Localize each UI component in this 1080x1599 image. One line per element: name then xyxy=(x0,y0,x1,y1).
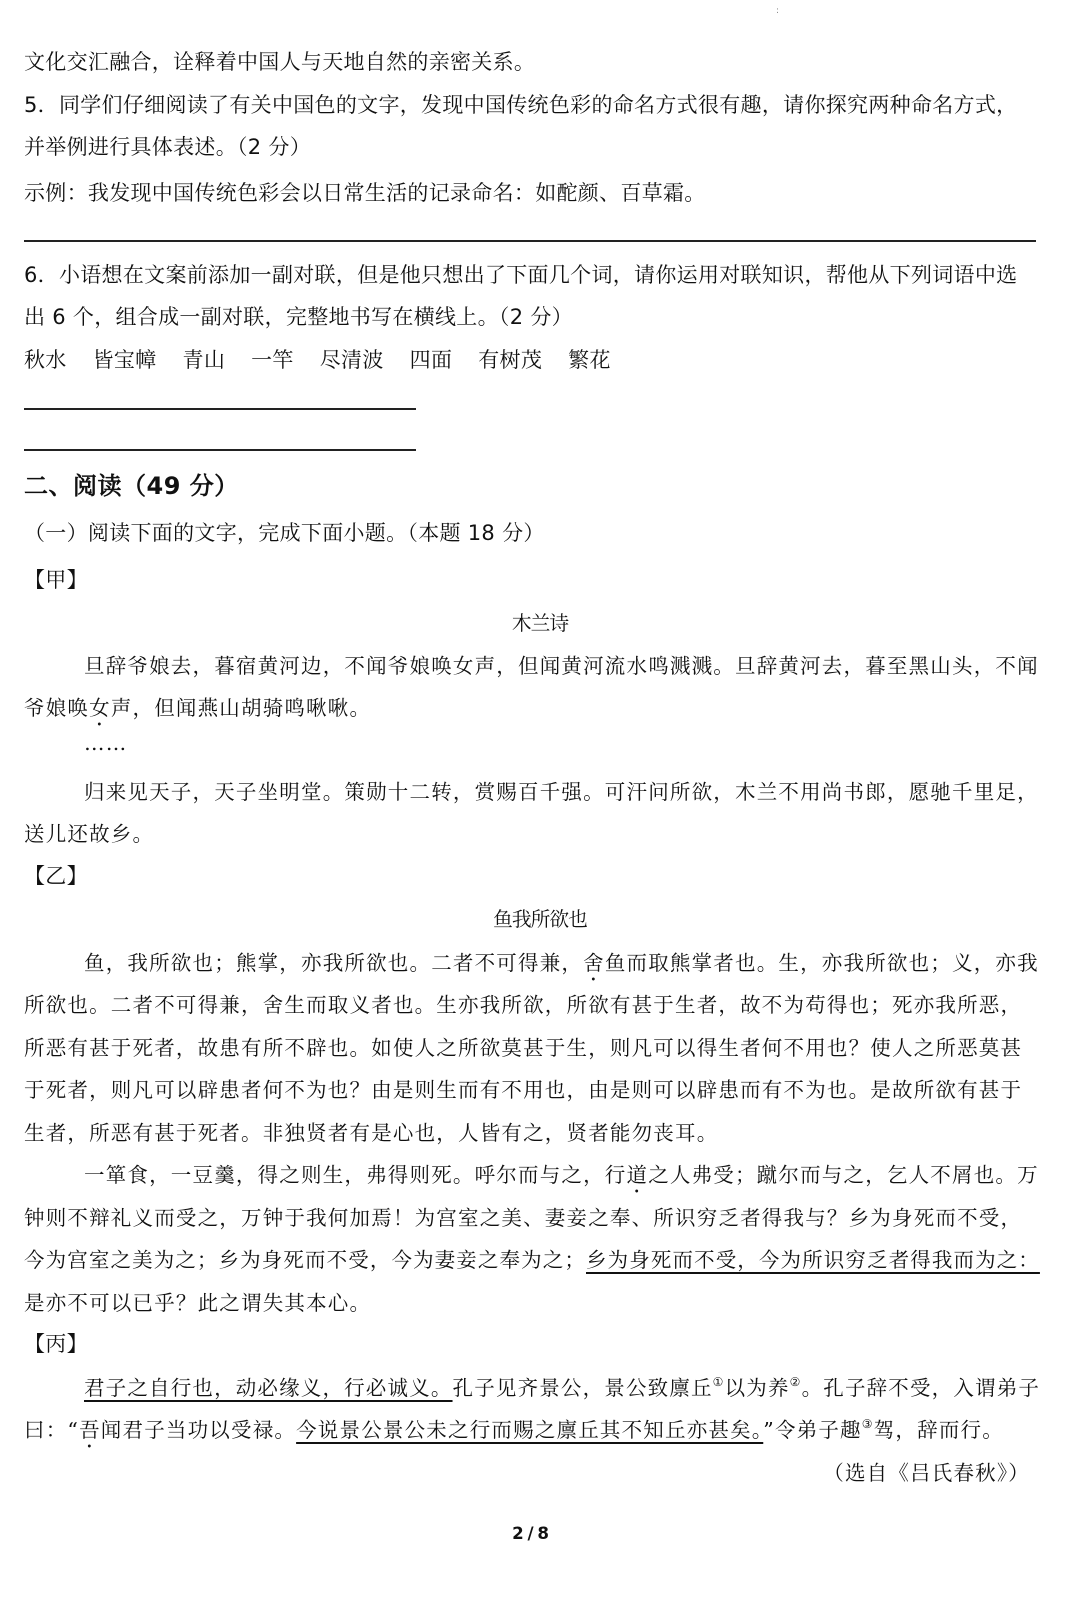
yi-line: 所恶有甚于死者，故患有所不辟也。如使人之所欲莫甚于生，则凡可以得生者何不用也？使人之所恶莫甚 xyxy=(24,1036,1023,1060)
yi-line: 于死者，则凡可以辟患者何不为也？由是则生而有不用也，由是则可以辟患而有不为也。是故所欲有甚于 xyxy=(24,1078,1023,1102)
footnote-marker: ① xyxy=(712,1375,725,1389)
jia-line: 归来见天子，天子坐明堂。策勋十二转，赏赐百千强。可汗问所欲，木兰不用尚书郎，愿驰千里足， xyxy=(84,780,1039,804)
jia-line: 旦辞爷娘去，暮宿黄河边，不闻爷娘唤女声，但闻黄河流水鸣溅溅。旦辞黄河去，暮至黑山头，不闻 xyxy=(84,654,1039,678)
footnote-marker: ③ xyxy=(861,1417,874,1431)
word-option: 青山 xyxy=(182,348,226,372)
question-5-line-2: 并举例进行具体表述。（2 分） xyxy=(24,135,312,159)
passage-yi-label: 【乙】 xyxy=(24,864,88,888)
couplet-answer-line-1[interactable] xyxy=(24,408,416,410)
yi-line: 钟则不辩礼义而受之，万钟于我何加焉！为宫室之美、妻妾之奉、所识穷乏者得我与？乡为身死而不受， xyxy=(24,1206,1023,1230)
yi-line: 是亦不可以已乎？此之谓失其本心。 xyxy=(24,1291,372,1315)
word-option: 有树茂 xyxy=(478,348,543,372)
bing-line: 君子之自行也，动必缘义，行必诚义。孔子见齐景公，景公致廪丘①以为养②。孔子辞不受，入谓弟子 xyxy=(84,1375,1041,1400)
question-5-example: 示例：我发现中国传统色彩会以日常生活的记录命名：如酡颜、百草霜。 xyxy=(24,181,706,205)
question-6-line-2: 出 6 个，组合成一副对联，完整地书写在横线上。（2 分） xyxy=(24,305,573,329)
word-bank xyxy=(24,344,637,374)
word-option: 尽清波 xyxy=(319,348,384,372)
footnote-marker: ② xyxy=(789,1375,802,1389)
page-number: 2 / 8 xyxy=(512,1524,548,1543)
yi-line: 生者，所恶有甚于死者。非独贤者有是心也，人皆有之，贤者能勿丧耳。 xyxy=(24,1121,719,1145)
passage-jia-label: 【甲】 xyxy=(24,568,88,592)
underlined-sentence: 今说景公景公未之行而赐之廪丘其不知丘亦甚矣。 xyxy=(296,1418,764,1442)
bing-line: 曰：“吾闻君子当功以受禄。今说景公景公未之行而赐之廪丘其不知丘亦甚矣。”令弟子趣③驾，辞而行。 xyxy=(24,1417,1004,1442)
underlined-sentence: 乡为身死而不受，今为所识穷乏者得我而为之： xyxy=(586,1248,1040,1272)
word-option: 秋水 xyxy=(24,348,67,372)
passage-yi-title: 鱼我所欲也 xyxy=(493,908,587,931)
section-2-heading: 二、阅读（49 分） xyxy=(24,472,239,500)
yi-line: 鱼，我所欲也；熊掌，亦我所欲也。二者不可得兼，舍鱼而取熊掌者也。生，亦我所欲也；义，亦我 xyxy=(84,951,1039,975)
passage-jia-title: 木兰诗 xyxy=(511,612,569,635)
couplet-answer-line-2[interactable] xyxy=(24,449,416,451)
word-option: 皆宝幛 xyxy=(92,348,157,372)
scan-mark: : xyxy=(776,6,780,16)
passage-bing-label: 【丙】 xyxy=(24,1332,88,1356)
yi-line: 一箪食，一豆羹，得之则生，弗得则死。呼尔而与之，行道之人弗受；蹴尔而与之，乞人不屑也。万 xyxy=(84,1163,1039,1187)
yi-line: 所欲也。二者不可得兼，舍生而取义者也。生亦我所欲，所欲有甚于生者，故不为苟得也；死亦我所恶， xyxy=(24,993,1023,1017)
ellipsis: …… xyxy=(84,731,128,755)
underlined-sentence: 君子之自行也，动必缘义，行必诚义。 xyxy=(84,1376,453,1400)
question-5-line-1: 5．同学们仔细阅读了有关中国色的文字，发现中国传统色彩的命名方式很有趣，请你探究两种命名方式， xyxy=(24,93,1018,117)
yi-line: 今为宫室之美为之；乡为身死而不受，今为妻妾之奉为之；乡为身死而不受，今为所识穷乏者得我而为之： xyxy=(24,1248,1040,1272)
jia-line: 送儿还故乡。 xyxy=(24,822,155,846)
word-option: 繁花 xyxy=(568,348,611,372)
source-citation: （选自《吕氏春秋》） xyxy=(823,1461,1030,1485)
answer-line-q5[interactable] xyxy=(24,240,1036,242)
passage-tail-line: 文化交汇融合，诠释着中国人与天地自然的亲密关系。 xyxy=(24,50,536,74)
word-option: 四面 xyxy=(409,348,453,372)
reading-1-instruction: （一）阅读下面的文字，完成下面小题。（本题 18 分） xyxy=(24,521,545,545)
jia-line: 爷娘唤女声，但闻燕山胡骑鸣啾啾。 xyxy=(24,696,372,720)
question-6-line-1: 6．小语想在文案前添加一副对联，但是他只想出了下面几个词，请你运用对联知识，帮他从下列词语中选 xyxy=(24,263,1018,287)
word-option: 一竿 xyxy=(251,348,294,372)
